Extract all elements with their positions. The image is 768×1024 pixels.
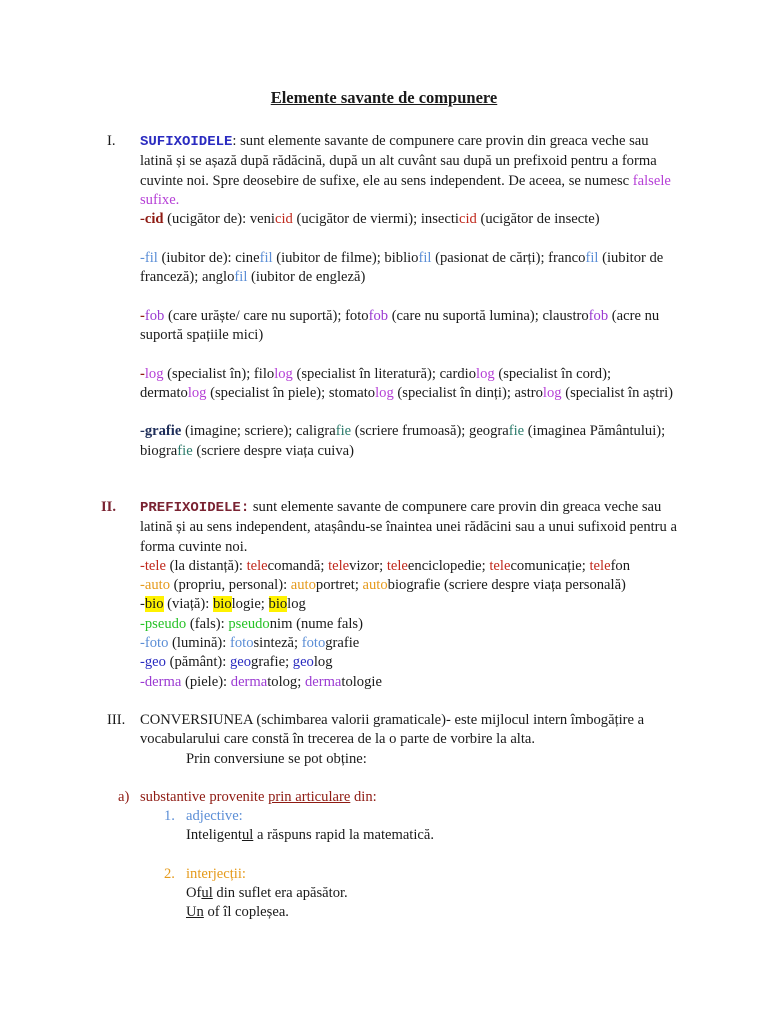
list-a-text: substantive provenite prin articulare din: [140, 789, 377, 805]
section-1-intro: SUFIXOIDELE: sunt elemente savante de compunere care provin din greaca veche sau latină și se așază după rădăcină, după un alt cuvânt sau după un prefixoid pentru a forma cuvinte noi. Spre deosebire de sufixe, ele au sens independent. De aceea, se numesc falsele sufixe. [140, 133, 671, 208]
prefix-geo: -geo (pământ): geografie; geolog [140, 654, 333, 671]
suffix-fil: -fil (iubitor de): cinefil (iubitor de filme); bibliofil (pasionat de cărți); francofil (iubitor de franceză); anglofil (iubitor de engleză) [140, 249, 664, 286]
section-2-heading: PREFIXOIDELE: [140, 500, 250, 516]
item-1-example: Inteligentul a răspuns rapid la matematică. [186, 827, 435, 843]
section-2 [140, 498, 680, 692]
section-3-number: III. [107, 712, 126, 728]
document-title: Elemente savante de compunere [270, 88, 498, 107]
suffix-grafie: -grafie (imagine; scriere); caligrafie (scriere frumoasă); geografie (imaginea Pământului); biografie (scriere despre viața cuiva) [140, 423, 666, 459]
list-a-marker: a) [118, 789, 130, 805]
prefix-foto: -foto (lumină): fotosinteză; fotografie [140, 635, 360, 652]
item-1-number: 1. [164, 808, 175, 824]
section-3 [140, 711, 680, 769]
prefix-auto: -auto (propriu, personal): autoportret; autobiografie (scriere despre viața personală) [140, 577, 626, 594]
item-1-label: adjective: [186, 808, 243, 824]
prefix-bio: -bio (viață): biologie; biolog [140, 596, 306, 613]
item-2-example-1: Oful din suflet era apăsător. [186, 885, 348, 901]
item-2-example-2: Un of îl copleșea. [186, 904, 289, 920]
prefix-pseudo: -pseudo (fals): pseudonim (nume fals) [140, 615, 363, 632]
section-1-number: I. [107, 133, 116, 149]
suffix-log: -log (specialist în); filolog (specialist în literatură); cardiolog (specialist în cord); dermatolog (specialist în piele); stomatolog (specialist în dinți); astrolog (specialist în aștri) [140, 365, 674, 401]
prefix-tele: -tele (la distanță): telecomandă; televizor; teleenciclopedie; telecomunicație; telefon [140, 557, 631, 574]
prefix-derma: -derma (piele): dermatolog; dermatologie [140, 673, 382, 690]
section-3-intro2: Prin conversiune se pot obține: [186, 750, 367, 767]
suffix-cid: -cid (ucigător de): venicid (ucigător de viermi); insecticid (ucigător de insecte) [140, 211, 600, 228]
section-2-intro: PREFIXOIDELE: sunt elemente savante de compunere care provin din greaca veche sau latină și au sens independent, atașându-se înaintea unei rădăcini sau a unui sufixoid pentru a forma cuvinte noi. [140, 499, 677, 555]
item-2-label: interjecții: [186, 866, 246, 882]
section-3-intro: CONVERSIUNEA (schimbarea valorii gramaticale)- este mijlocul intern îmbogățire a vocabularului care constă în trecerea de la o parte de vorbire la alta. [140, 712, 645, 748]
suffix-fob: -fob (care urăște/ care nu suportă); fotofob (care nu suportă lumina); claustrofob (acre nu suportă spațiile mici) [140, 307, 660, 343]
section-2-number: II. [101, 499, 117, 515]
item-2-number: 2. [164, 866, 175, 882]
section-1 [140, 132, 680, 461]
section-1-heading: SUFIXOIDELE [140, 134, 233, 150]
